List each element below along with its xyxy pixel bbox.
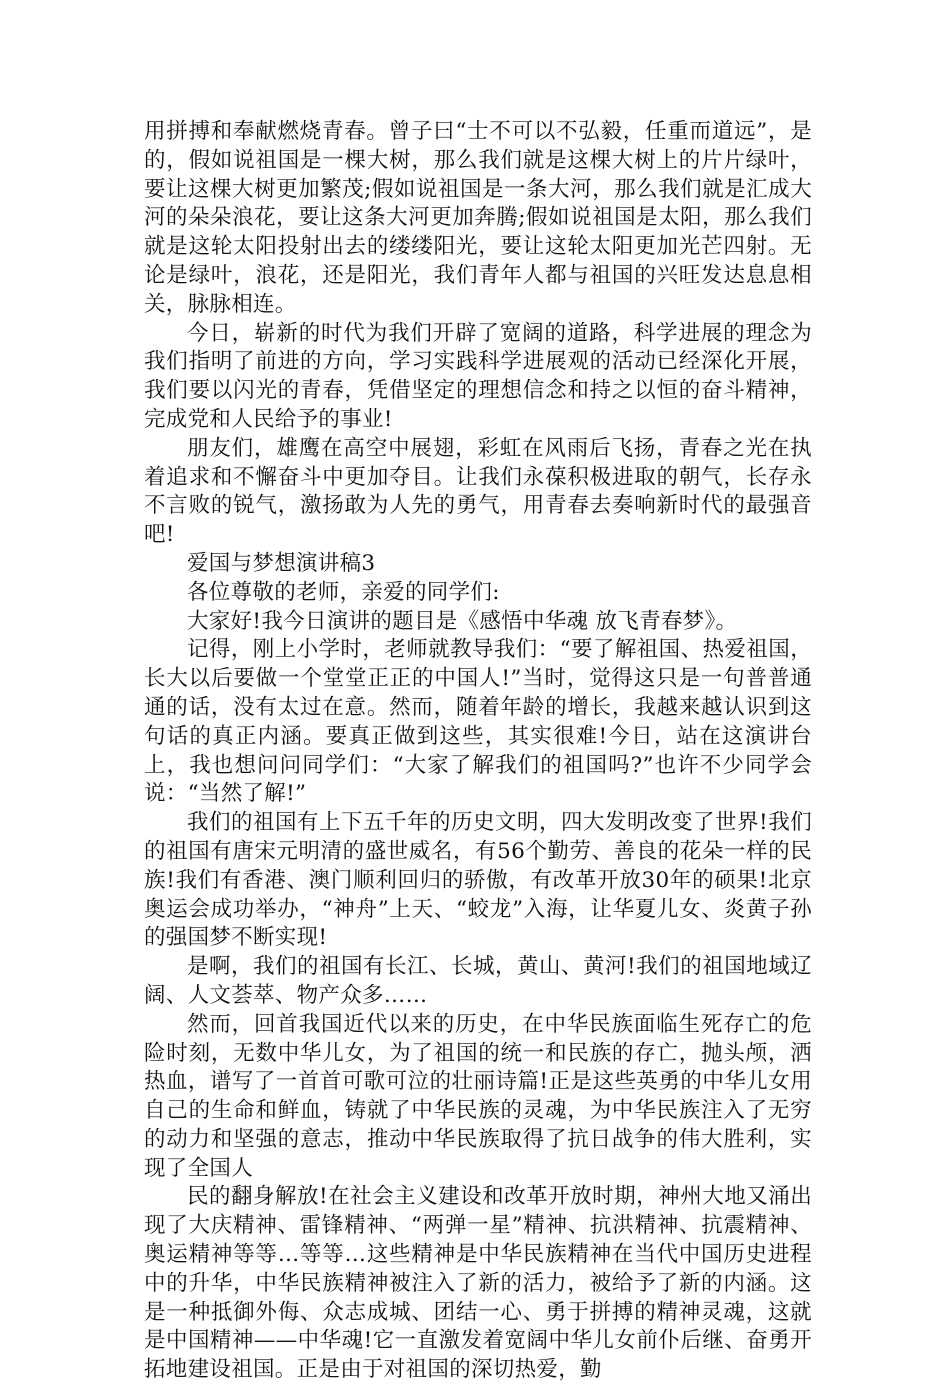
- paragraph: 我们的祖国有上下五千年的历史文明，四大发明改变了世界!我们的祖国有唐宋元明清的盛世威名，有56个勤劳、善良的花朵一样的民族!我们有香港、澳门顺利回归的骄傲，有改革开放30年的硕果!北京奥运会成功举办，“神舟”上天、“蛟龙”入海，让华夏儿女、炎黄子孙的强国梦不断实现!: [144, 810, 812, 951]
- paragraph: 大家好!我今日演讲的题目是《感悟中华魂 放飞青春梦》。: [187, 608, 738, 634]
- paragraph: 朋友们，雄鹰在高空中展翅，彩虹在风雨后飞扬，青春之光在执着追求和不懈奋斗中更加夺目。让我们永葆积极进取的朝气，长存永不言败的锐气，激扬敢为人先的勇气，用青春去奏响新时代的最强音吧!: [144, 435, 812, 548]
- paragraph: 是啊，我们的祖国有长江、长城，黄山、黄河!我们的祖国地域辽阔、人文荟萃、物产众多……: [144, 954, 812, 1008]
- document-page: [144, 118, 812, 1385]
- paragraph: 民的翻身解放!在社会主义建设和改革开放时期，神州大地又涌出现了大庆精神、雷锋精神、“两弹一星”精神、抗洪精神、抗震精神、奥运精神等等…等等…这些精神是中华民族精神在当代中国历史进程中的升华，中华民族精神被注入了新的活力，被给予了新的内涵。这是一种抵御外侮、众志成城、团结一心、勇于拼搏的精神灵魂，这就是中国精神——中华魂!它一直激发着宽阔中华儿女前仆后继、奋勇开拓地建设祖国。正是由于对祖国的深切热爱，勤: [144, 1184, 812, 1383]
- paragraph: 记得，刚上小学时，老师就教导我们：“要了解祖国、热爱祖国，长大以后要做一个堂堂正正的中国人!”当时，觉得这只是一句普普通通的话，没有太过在意。然而，随着年龄的增长，我越来越认识到这句话的真正内涵。要真正做到这些，其实很难!今日，站在这演讲台上，我也想问问同学们：“大家了解我们的祖国吗?”也许不少同学会说：“当然了解!”: [144, 637, 812, 807]
- section-heading: 爱国与梦想演讲稿3: [187, 550, 376, 576]
- paragraph: 用拼搏和奉献燃烧青春。曾子曰“士不可以不弘毅，任重而道远”，是的，假如说祖国是一棵大树，那么我们就是这棵大树上的片片绿叶，要让这棵大树更加繁茂;假如说祖国是一条大河，那么我们就是汇成大河的朵朵浪花，要让这条大河更加奔腾;假如说祖国是太阳，那么我们就是这轮太阳投射出去的缕缕阳光，要让这轮太阳更加光芒四射。无论是绿叶，浪花，还是阳光，我们青年人都与祖国的兴旺发达息息相关，脉脉相连。: [144, 119, 812, 317]
- salutation: 各位尊敬的老师，亲爱的同学们:: [187, 579, 500, 605]
- paragraph: 今日，崭新的时代为我们开辟了宽阔的道路，科学进展的理念为我们指明了前进的方向，学习实践科学进展观的活动已经深化开展，我们要以闪光的青春，凭借坚定的理想信念和持之以恒的奋斗精神，完成党和人民给予的事业!: [144, 320, 812, 432]
- paragraph: 然而，回首我国近代以来的历史，在中华民族面临生死存亡的危险时刻，无数中华儿女，为了祖国的统一和民族的存亡，抛头颅，洒热血，谱写了一首首可歌可泣的壮丽诗篇!正是这些英勇的中华儿女用自己的生命和鲜血，铸就了中华民族的灵魂，为中华民族注入了无穷的动力和坚强的意志，推动中华民族取得了抗日战争的伟大胜利，实现了全国人: [144, 1011, 812, 1181]
